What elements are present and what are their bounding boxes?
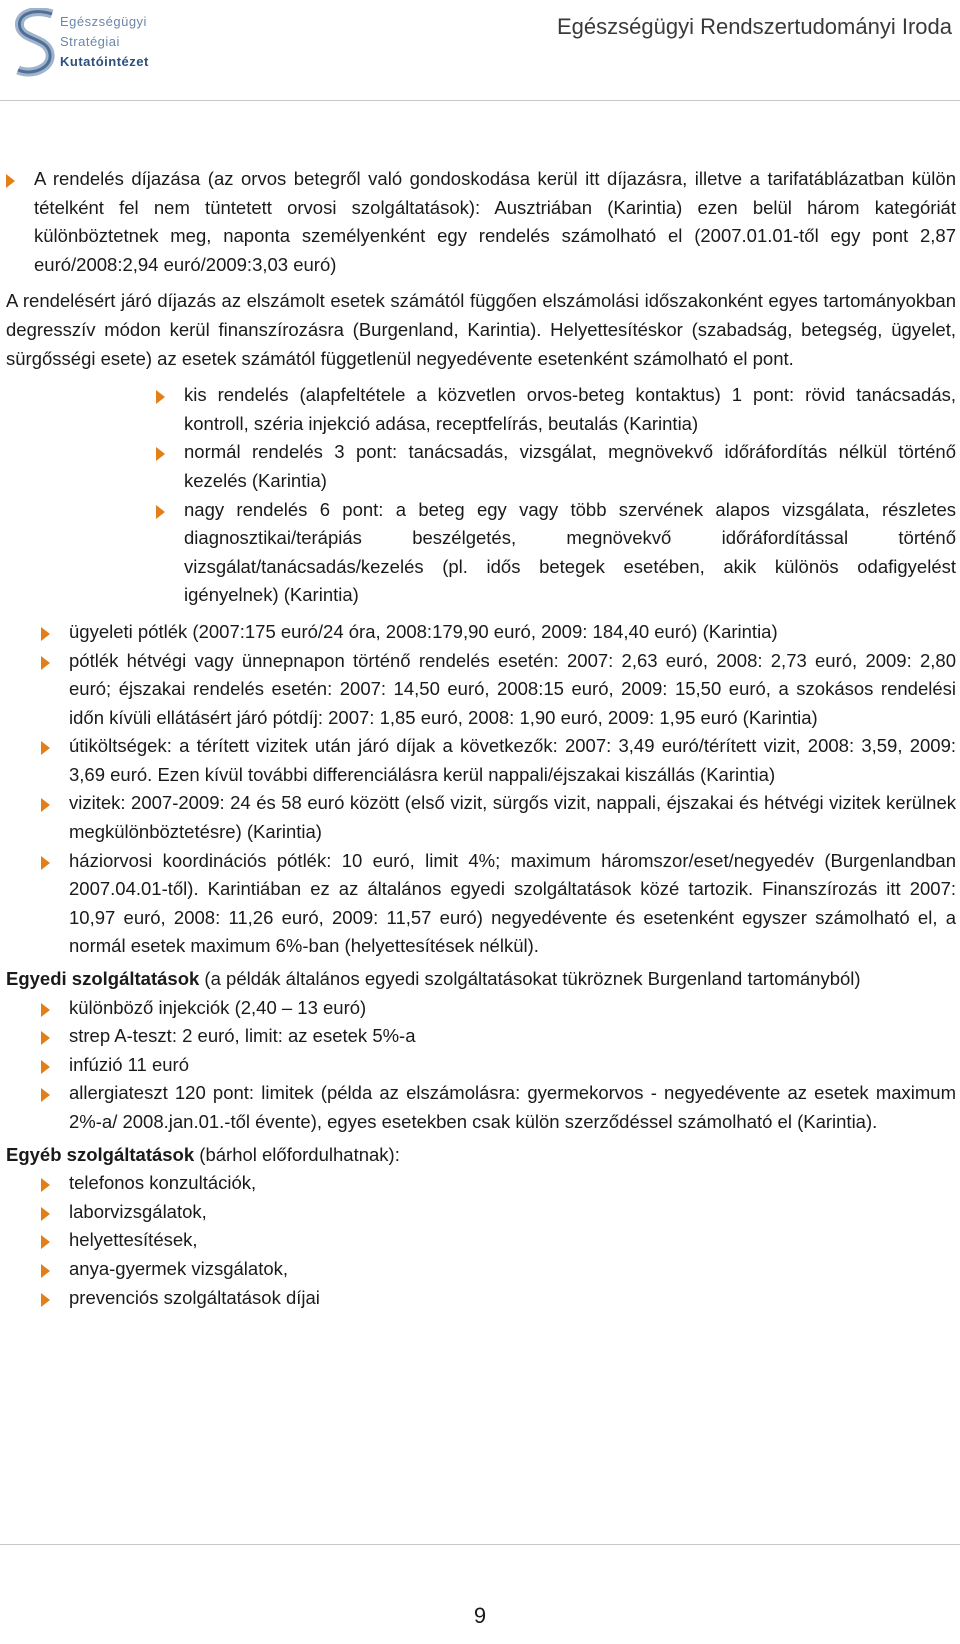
list-item (6, 381, 956, 438)
bullet-arrow-icon (41, 1235, 50, 1249)
item-text: útiköltségek: a térített vizitek után járó díjak a következők: 2007: 3,49 euró/térített vizit, 2008: 3,59, 2009: 3,69 euró. Ezen kívül további differenciálásra kerül nappali/éjszakai kiszállás (Karintia) (69, 735, 956, 785)
bullet-arrow-icon (41, 856, 50, 870)
header-title: Egészségügyi Rendszertudományi Iroda (556, 14, 952, 39)
logo-line-1: Egészségügyi (60, 14, 147, 29)
sub-item-text: nagy rendelés 6 pont: a beteg egy vagy több szervének alapos vizsgálata, részletes diagnosztikai/terápiás beszélgetés, megnövekvő időráfordítással történő vizsgálat/tanácsadás/kezelés (pl. idős betegek esetében, akik különös odafigyelést igényelnek) (Karintia) (184, 498, 956, 606)
list-item (6, 847, 956, 961)
item-text: laborvizsgálatok, (69, 1200, 207, 1222)
list-item (6, 732, 956, 789)
item-text: telefonos konzultációk, (69, 1172, 257, 1194)
list-item (6, 1198, 956, 1227)
bullet-arrow-icon (41, 1178, 50, 1192)
section-intro: (bárhol előfordulhatnak): (194, 1143, 400, 1165)
section-title: Egyedi szolgáltatások (6, 968, 200, 990)
bullet-arrow-icon (41, 1207, 50, 1221)
bullet-arrow-icon (41, 656, 50, 670)
bullet-arrow-icon (41, 627, 50, 641)
item-text: allergiateszt 120 pont: limitek (példa az elszámolásra: gyermekorvos - negyedévente az esetek maximum 2%-a/ 2008.jan.01.-től évente), egyes esetekben csak külön szerződéssel számolható el (Karintia). (69, 1082, 956, 1132)
item-text: anya-gyermek vizsgálatok, (69, 1257, 289, 1279)
header-divider (0, 100, 960, 101)
page-content (6, 165, 956, 1312)
section-intro: (a példák általános egyedi szolgáltatásokat tükröznek Burgenland tartományból) (199, 968, 861, 990)
list-item (6, 647, 956, 733)
sub-item-text: normál rendelés 3 pont: tanácsadás, vizsgálat, megnövekvő időráfordítás nélkül történő kezelés (Karintia) (184, 441, 956, 491)
logo-wordmark (60, 12, 149, 72)
bullet-arrow-icon (156, 447, 165, 461)
bullet-arrow-icon (41, 1088, 50, 1102)
bullet-arrow-icon (156, 505, 165, 519)
logo-line-2: Stratégiai (60, 34, 120, 49)
paragraph-rendeles-dijazasa: A rendelés díjazása (az orvos betegről való gondoskodása kerül itt díjazásra, illetve a tarifatáblázatban külön tételként fel nem tüntetett orvosi szolgáltatások): Ausztriában (Karintia) ezen belül három kategóriát különböztetnek meg, naponta személyenként egy rendelés számolható el (2007.01.01-től egy pont 2,87 euró/2008:2,94 euró/2009:3,03 euró) (34, 168, 956, 275)
section-title: Egyéb szolgáltatások (6, 1143, 195, 1165)
item-text: különböző injekciók (2,40 – 13 euró) (69, 996, 367, 1018)
item-text: háziorvosi koordinációs pótlék: 10 euró, limit 4%; maximum háromszor/eset/negyedév (Burgenlandban 2007.04.01-től). Karintiában ez az általános egyedi szolgáltatások közé tartozik. Finanszírozás itt 2007: 10,97 euró, 2008: 11,26 euró, 2009: 11,57 euró) negyedévente és esetenként egyszer számolható el, a normál esetek maximum 6%-ban (helyettesítések nélkül). (69, 849, 956, 957)
list-item (6, 994, 956, 1023)
list-item (6, 438, 956, 495)
logo-s-mark-icon (14, 8, 56, 78)
list-item (6, 1226, 956, 1255)
bullet-arrow-icon (41, 1031, 50, 1045)
bullet-arrow-icon (41, 798, 50, 812)
item-text: ügyeleti pótlék (2007:175 euró/24 óra, 2008:179,90 euró, 2009: 184,40 euró) (Karintia) (69, 620, 778, 642)
list-item (6, 789, 956, 846)
list-item (6, 618, 956, 647)
list-item (6, 165, 956, 279)
institute-logo (8, 6, 148, 78)
list-item (6, 496, 956, 610)
paragraph-degressziv: A rendelésért járó díjazás az elszámolt esetek számától függően elszámolási időszakonként egyes tartományokban degresszív módon kerül finanszírozásra (Burgenland, Karintia). Helyettesítéskor (szabadság, betegség, ügyelet, sürgősségi esete) az esetek számától függetlenül negyedévente esetenként számolható el pont. (6, 290, 956, 369)
list-item (6, 1255, 956, 1284)
bullet-arrow-icon (6, 174, 15, 188)
bullet-arrow-icon (41, 1003, 50, 1017)
logo-line-3: Kutatóintézet (60, 54, 149, 69)
section-egyeb-heading (6, 1141, 956, 1170)
bullet-arrow-icon (41, 1293, 50, 1307)
list-item (6, 1169, 956, 1198)
list-item (6, 1051, 956, 1080)
bullet-arrow-icon (41, 741, 50, 755)
footer-divider (0, 1544, 960, 1545)
sub-item-text: kis rendelés (alapfeltétele a közvetlen orvos-beteg kontaktus) 1 pont: rövid tanácsadás, kontroll, széria injekció adása, receptfelírás, beutalás (Karintia) (184, 384, 956, 434)
item-text: infúzió 11 euró (69, 1053, 189, 1075)
list-item (6, 1079, 956, 1136)
item-text: vizitek: 2007-2009: 24 és 58 euró között (első vizit, sürgős vizit, nappali, éjszakai és hétvégi vizitek kerülnek megkülönböztetésre) (Karintia) (69, 792, 956, 843)
bullet-arrow-icon (156, 390, 165, 404)
list-item (6, 1022, 956, 1051)
section-egyedi-heading (6, 965, 956, 994)
item-text: prevenciós szolgáltatások díjai (69, 1286, 320, 1308)
bullet-arrow-icon (41, 1264, 50, 1278)
item-text: helyettesítések, (69, 1229, 198, 1251)
list-item (6, 1284, 956, 1313)
page-number: 9 (473, 1603, 487, 1628)
item-text: strep A-teszt: 2 euró, limit: az esetek 5%-a (69, 1025, 416, 1047)
bullet-arrow-icon (41, 1060, 50, 1074)
item-text: pótlék hétvégi vagy ünnepnapon történő rendelés esetén: 2007: 2,63 euró, 2008: 2,73 euró, 2009: 2,80 euró; éjszakai rendelés esetén: 2007: 14,50 euró, 2008:15 euró, 2009: 15,50 euró, a szokásos rendelési időn kívüli ellátásért járó pótdíj: 2007: 1,85 euró, 2008: 1,90 euró, 2009: 1,95 euró (Karintia) (69, 649, 956, 728)
